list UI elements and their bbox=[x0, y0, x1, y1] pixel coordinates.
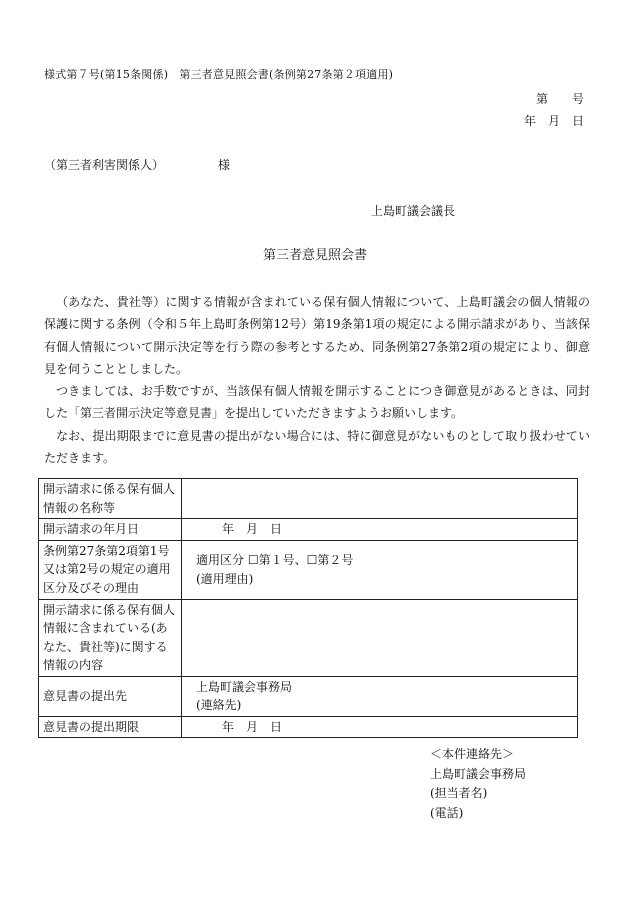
table-value bbox=[182, 599, 578, 676]
body-paragraph: なお、提出期限までに意見書の提出がない場合には、特に御意見がないものとして取り扱わせていただきます。 bbox=[44, 428, 590, 466]
contact-heading: ＜本件連絡先＞ bbox=[430, 747, 515, 761]
document-title: 第三者意見照会書 bbox=[262, 248, 367, 263]
table-value: 年 月 日 bbox=[182, 519, 578, 541]
body-text bbox=[44, 291, 590, 469]
body-paragraph: つきましては、お手数ですが、当該保有個人情報を開示することにつき御意見があるときは、同封した「第三者開示決定等意見書」を提出していただきますようお願いします。 bbox=[44, 384, 590, 421]
table-label: 条例第27条第2項第1号又は第2号の規定の適用区分及びその理由 bbox=[39, 540, 182, 599]
table-row bbox=[39, 716, 578, 738]
form-header: 様式第７号(第15条関係) 第三者意見照会書(条例第27条第２項適用) bbox=[44, 68, 394, 81]
sender: 上島町議会議長 bbox=[371, 204, 456, 218]
table-label: 開示請求の年月日 bbox=[39, 519, 182, 541]
document-number: 第 号 bbox=[535, 92, 584, 106]
document-date: 年 月 日 bbox=[523, 114, 584, 128]
table-label: 開示請求に係る保有個人情報の名称等 bbox=[39, 479, 182, 519]
info-table bbox=[38, 478, 578, 738]
table-value: 上島町議会事務局 (連絡先) bbox=[182, 676, 578, 716]
table-label: 開示請求に係る保有個人情報に含まれている(あなた、貴社等)に関する情報の内容 bbox=[39, 599, 182, 676]
table-row bbox=[39, 540, 578, 599]
table-value: 適用区分 ☐第１号、☐第２号 (適用理由) bbox=[182, 540, 578, 599]
table-value bbox=[182, 479, 578, 519]
table-label: 意見書の提出先 bbox=[39, 676, 182, 716]
contact-person: (担当者名) bbox=[430, 786, 488, 800]
body-paragraph: （あなた、貴社等）に関する情報が含まれている保有個人情報について、上島町議会の個人情報の保護に関する条例（令和５年上島町条例第12号）第19条第1項の規定による開示請求があり、当該保有個人情報について開示決定等を行う際の参考とするため、同条例第27条第2項の規定により、御意見を伺うこととしました。 bbox=[44, 295, 590, 376]
table-row bbox=[39, 519, 578, 541]
contact-block bbox=[430, 745, 526, 823]
table-label: 意見書の提出期限 bbox=[39, 716, 182, 738]
table-row bbox=[39, 676, 578, 716]
recipient: （第三者利害関係人） 様 bbox=[44, 158, 231, 172]
contact-office: 上島町議会事務局 bbox=[430, 766, 527, 781]
table-value: 年 月 日 bbox=[182, 716, 578, 738]
table-row bbox=[39, 479, 578, 519]
table-row bbox=[39, 599, 578, 676]
contact-phone: (電話) bbox=[430, 805, 464, 820]
